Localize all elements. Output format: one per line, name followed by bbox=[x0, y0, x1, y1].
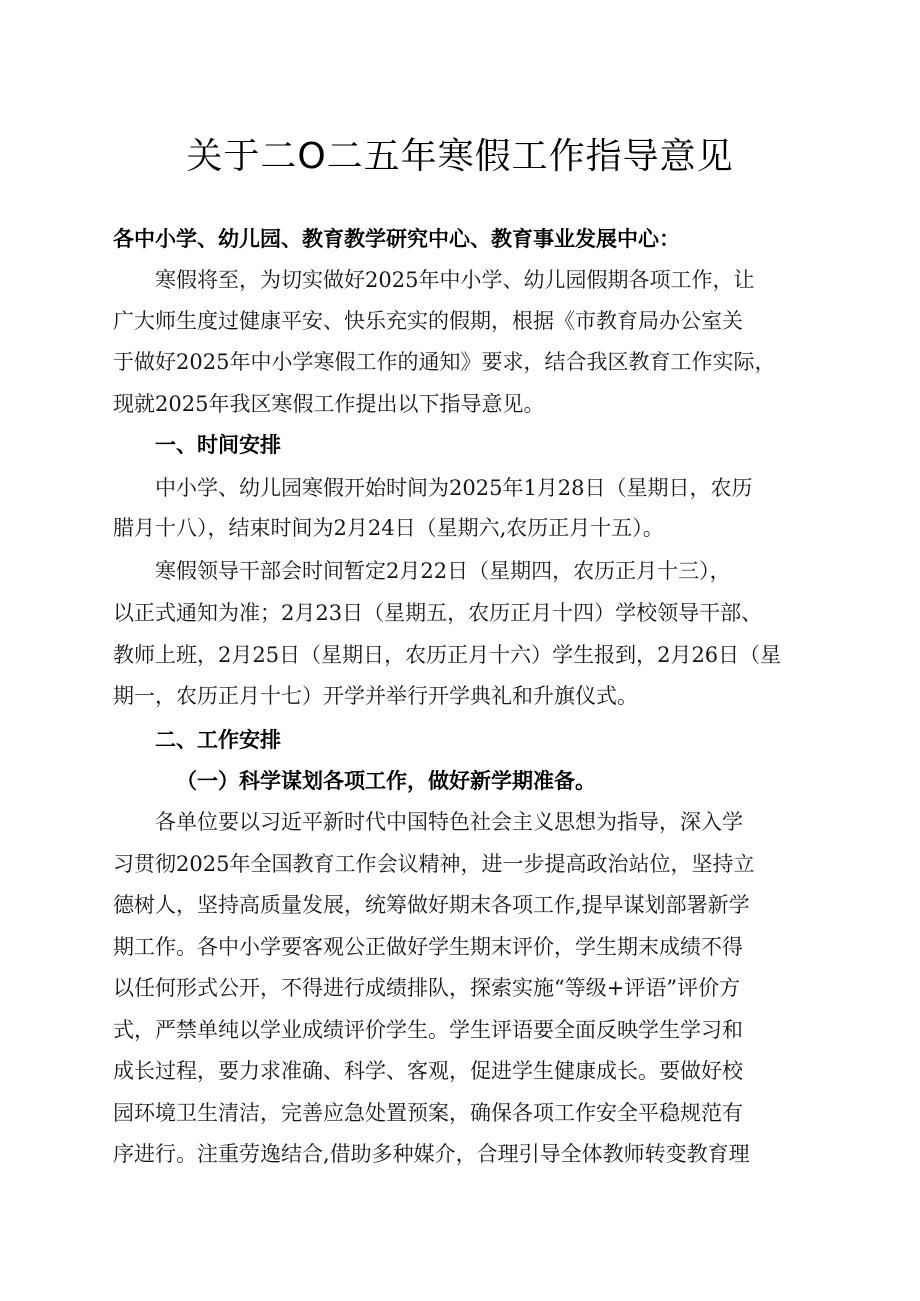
schedule-paragraph-line: 期一，农历正月十七）开学并举行开学典礼和升旗仪式。 bbox=[113, 684, 638, 708]
planning-paragraph-line: 成长过程，要力求准确、科学、客观，促进学生健康成长。要做好校 bbox=[113, 1059, 743, 1083]
schedule-paragraph-line: 以正式通知为准；2月23日（星期五，农历正月十四）学校领导干部、 bbox=[113, 601, 763, 625]
schedule-paragraph-line: 教师上班，2月25日（星期日，农历正月十六）学生报到，2月26日（星 bbox=[113, 643, 782, 667]
intro-line: 广大师生度过健康平安、快乐充实的假期，根据《市教育局办公室关 bbox=[113, 309, 743, 333]
intro-line: 寒假将至，为切实做好2025年中小学、幼儿园假期各项工作，让 bbox=[155, 268, 755, 292]
addressee: 各中小学、幼儿园、教育教学研究中心、教育事业发展中心： bbox=[113, 226, 680, 251]
subsection-heading-planning: （一）科学谋划各项工作，做好新学期准备。 bbox=[176, 768, 596, 793]
schedule-paragraph-line: 腊月十八），结束时间为2月24日（星期六,农历正月十五）。 bbox=[113, 516, 664, 540]
document-title: 关于二O二五年寒假工作指导意见 bbox=[186, 136, 734, 177]
intro-line: 现就2025年我区寒假工作提出以下指导意见。 bbox=[113, 392, 545, 416]
planning-paragraph-line: 园环境卫生清洁，完善应急处置预案，确保各项工作安全平稳规范有 bbox=[113, 1101, 743, 1125]
section-heading-work: 二、工作安排 bbox=[155, 727, 281, 752]
schedule-paragraph-line: 中小学、幼儿园寒假开始时间为2025年1月28日（星期日，农历 bbox=[155, 476, 753, 500]
planning-paragraph-line: 德树人，坚持高质量发展，统筹做好期末各项工作,提早谋划部署新学 bbox=[113, 893, 750, 917]
planning-paragraph-line: 习贯彻2025年全国教育工作会议精神，进一步提高政治站位，坚持立 bbox=[113, 852, 755, 876]
planning-paragraph-line: 期工作。各中小学要客观公正做好学生期末评价，学生期末成绩不得 bbox=[113, 935, 743, 959]
planning-paragraph-line: 各单位要以习近平新时代中国特色社会主义思想为指导，深入学 bbox=[155, 810, 743, 834]
section-heading-schedule: 一、时间安排 bbox=[155, 432, 281, 457]
planning-paragraph-line: 以任何形式公开，不得进行成绩排队，探索实施“等级+评语”评价方 bbox=[113, 976, 741, 1000]
schedule-paragraph-line: 寒假领导干部会时间暂定2月22日（星期四，农历正月十三）， bbox=[155, 559, 731, 583]
planning-paragraph-line: 序进行。注重劳逸结合,借助多种媒介，合理引导全体教师转变教育理 bbox=[113, 1142, 750, 1166]
intro-line: 于做好2025年中小学寒假工作的通知》要求，结合我区教育工作实际， bbox=[113, 350, 776, 374]
planning-paragraph-line: 式，严禁单纯以学业成绩评价学生。学生评语要全面反映学生学习和 bbox=[113, 1018, 743, 1042]
